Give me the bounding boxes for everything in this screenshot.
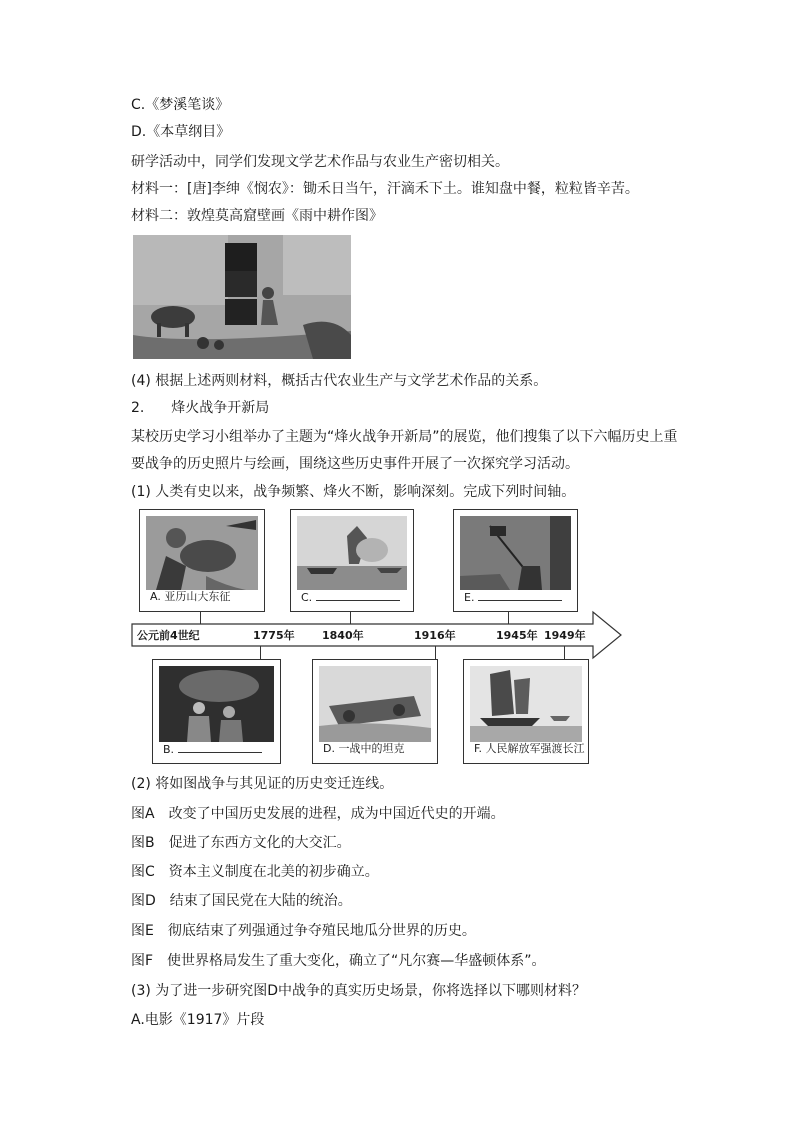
statement-e: 图E 彻底结束了列强通过争夺殖民地瓜分世界的历史。 — [131, 923, 476, 939]
timeline-card-f — [463, 659, 589, 764]
intro-text: 研学活动中，同学们发现文学艺术作品与农业生产密切相关。 — [131, 154, 509, 170]
answer-blank[interactable] — [316, 589, 400, 601]
card-caption: F. 人民解放军强渡长江 — [474, 742, 585, 755]
card-caption — [464, 589, 567, 605]
card-caption — [301, 589, 403, 605]
question-4: (4) 根据上述两则材料，概括古代农业生产与文学艺术作品的关系。 — [131, 373, 548, 389]
card-letter: C. — [301, 591, 313, 604]
card-caption: A. 亚历山大东征 — [150, 590, 231, 603]
material-one: 材料一：[唐]李绅《悯农》：锄禾日当午，汗滴禾下土。谁知盘中餐，粒粒皆辛苦。 — [131, 181, 639, 197]
question-3-option-a: A.电影《1917》片段 — [131, 1012, 265, 1028]
section-2-heading — [131, 399, 269, 417]
option-d: D.《本草纲目》 — [131, 124, 231, 140]
year-label: 1840年 — [322, 629, 364, 642]
alexander-campaign-image — [146, 516, 258, 590]
paragraph-line-1: 某校历史学习小组举办了主题为“烽火战争开新局”的展览，他们搜集了以下六幅历史上重 — [131, 429, 678, 445]
statement-d: 图D 结束了国民党在大陆的统治。 — [131, 893, 352, 909]
answer-blank[interactable] — [478, 589, 562, 601]
yangtze-crossing-image — [470, 666, 582, 742]
question-2: (2) 将如图战争与其见证的历史变迁连线。 — [131, 776, 394, 792]
statement-b: 图B 促进了东西方文化的大交汇。 — [131, 835, 351, 851]
statement-c: 图C 资本主义制度在北美的初步确立。 — [131, 864, 379, 880]
answer-blank[interactable] — [178, 741, 262, 753]
question-3: (3) 为了进一步研究图D中战争的真实历史场景，你将选择以下哪则材料？ — [131, 983, 587, 999]
ww1-tank-image — [319, 666, 431, 742]
material-two: 材料二：敦煌莫高窟壁画《雨中耕作图》 — [131, 208, 383, 224]
year-label: 1949年 — [544, 629, 586, 642]
card-letter: E. — [464, 591, 475, 604]
year-label: 公元前4世纪 — [137, 629, 200, 642]
statement-a: 图A 改变了中国历史发展的进程，成为中国近代史的开端。 — [131, 806, 505, 822]
card-caption: D. 一战中的坦克 — [323, 742, 405, 755]
paragraph-line-2: 要战争的历史照片与绘画，围绕这些历史事件开展了一次探究学习活动。 — [131, 456, 579, 472]
timeline-card-d — [312, 659, 438, 764]
dunhuang-mural-image — [133, 235, 351, 359]
question-1: (1) 人类有史以来，战争频繁、烽火不断，影响深刻。完成下列时间轴。 — [131, 484, 576, 500]
timeline-card-a — [139, 509, 265, 612]
year-label: 1775年 — [253, 629, 295, 642]
card-caption — [163, 741, 270, 757]
card-letter: B. — [163, 743, 175, 756]
section-title: 烽火战争开新局 — [171, 400, 270, 416]
statement-f: 图F 使世界格局发生了重大变化，确立了“凡尔赛—华盛顿体系”。 — [131, 953, 546, 969]
timeline-card-e — [453, 509, 578, 612]
section-number: 2. — [131, 400, 145, 416]
revolutionary-war-image — [159, 666, 274, 742]
timeline-card-b — [152, 659, 281, 764]
timeline-card-c — [290, 509, 414, 612]
naval-battle-image — [297, 516, 407, 590]
year-label: 1916年 — [414, 629, 456, 642]
option-c: C.《梦溪笔谈》 — [131, 97, 230, 113]
flag-raising-image — [460, 516, 571, 590]
year-label: 1945年 — [496, 629, 538, 642]
